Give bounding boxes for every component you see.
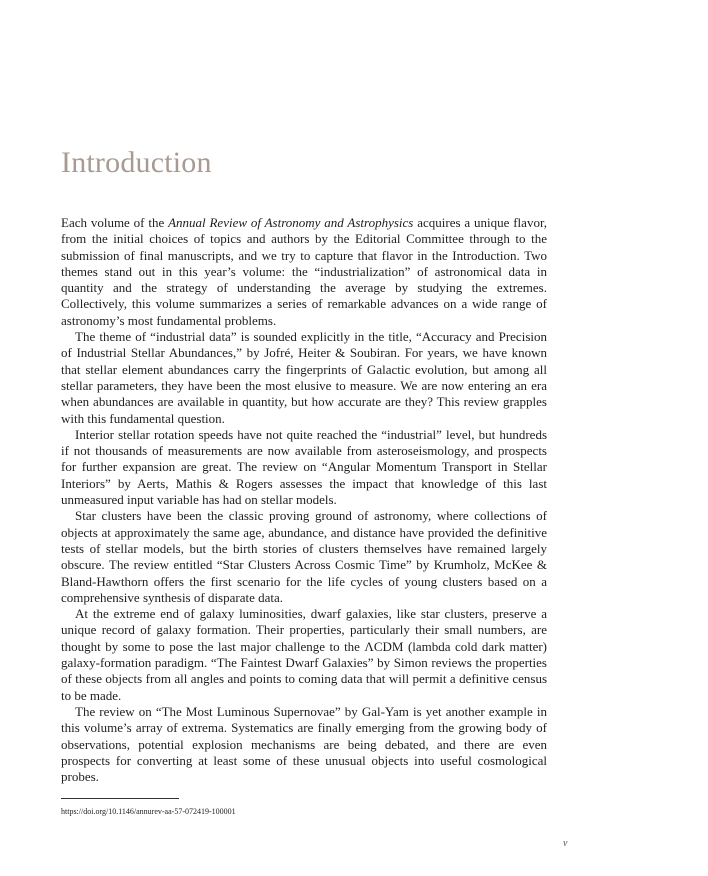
paragraph-3: Interior stellar rotation speeds have not quite reached the “industrial” level, but hundreds if not thousands of measurements are now available from asteroseismology, and prospects for further expansion are great. The review on “Angular Momentum Transport in Stellar Interiors” by Aerts, Mathis & Rogers assesses the impact that knowledge of this last unmeasured input variable has had on stellar models. bbox=[61, 426, 547, 508]
paragraph-1-rest: acquires a unique flavor, from the initial choices of topics and authors by the Editorial Committee through to the submission of final manuscripts, and we try to capture that flavor in the Introduction. Two themes stand out in this year’s volume: the “industrialization” of astronomical data in quantity and the strategy of understanding the average by studying the extremes. Collectively, this volume summarizes a series of remarkable advances on a wide range of astronomy’s most fundamental problems. bbox=[61, 215, 548, 328]
paragraph-6: The review on “The Most Luminous Supernovae” by Gal-Yam is yet another example in this volume’s array of extrema. Systematics are finally emerging from the growing body of observations, potential explosion mechanisms are being debated, and there are even prospects for converting at least some of these unusual objects into useful cosmological probes. bbox=[61, 703, 547, 785]
paragraph-5: At the extreme end of galaxy luminosities, dwarf galaxies, like star clusters, preserve a unique record of galaxy formation. Their properties, particularly their small numbers, are thought by some to pose the last major challenge to the ΛCDM (lambda cold dark matter) galaxy-formation paradigm. “The Faintest Dwarf Galaxies” by Simon reviews the properties of these objects from all angles and points to coming data that will permit a definitive census to be made. bbox=[61, 606, 547, 703]
doi-footnote: https://doi.org/10.1146/annurev-aa-57-072419-100001 bbox=[61, 807, 236, 816]
paragraph-4: Star clusters have been the classic proving ground of astronomy, where collections of objects at approximately the same age, abundance, and distance have provided the definitive tests of stellar models, but the birth stories of clusters themselves have remained largely obscure. The review entitled “Star Clusters Across Cosmic Time” by Krumholz, McKee & Bland-Hawthorn offers the first scenario for the life cycles of young clusters based on a comprehensive synthesis of disparate data. bbox=[61, 508, 547, 605]
paragraph-1 bbox=[61, 215, 547, 329]
footnote-rule bbox=[61, 798, 179, 799]
paragraph-2: The theme of “industrial data” is sounded explicitly in the title, “Accuracy and Precision of Industrial Stellar Abundances,” by Jofré, Heiter & Soubiran. For years, we have known that stellar element abundances carry the fingerprints of Galactic evolution, but among all stellar parameters, they have been the most elusive to measure. We are now entering an era when abundances are available in quantity, but how accurate are they? This review grapples with this fundamental question. bbox=[61, 329, 547, 426]
journal-title: Annual Review of Astronomy and Astrophysics bbox=[168, 215, 414, 230]
body-text bbox=[61, 215, 547, 785]
page-number: v bbox=[563, 838, 568, 849]
paragraph-1-lead: Each volume of the bbox=[61, 215, 169, 230]
page-title: Introduction bbox=[61, 146, 212, 179]
